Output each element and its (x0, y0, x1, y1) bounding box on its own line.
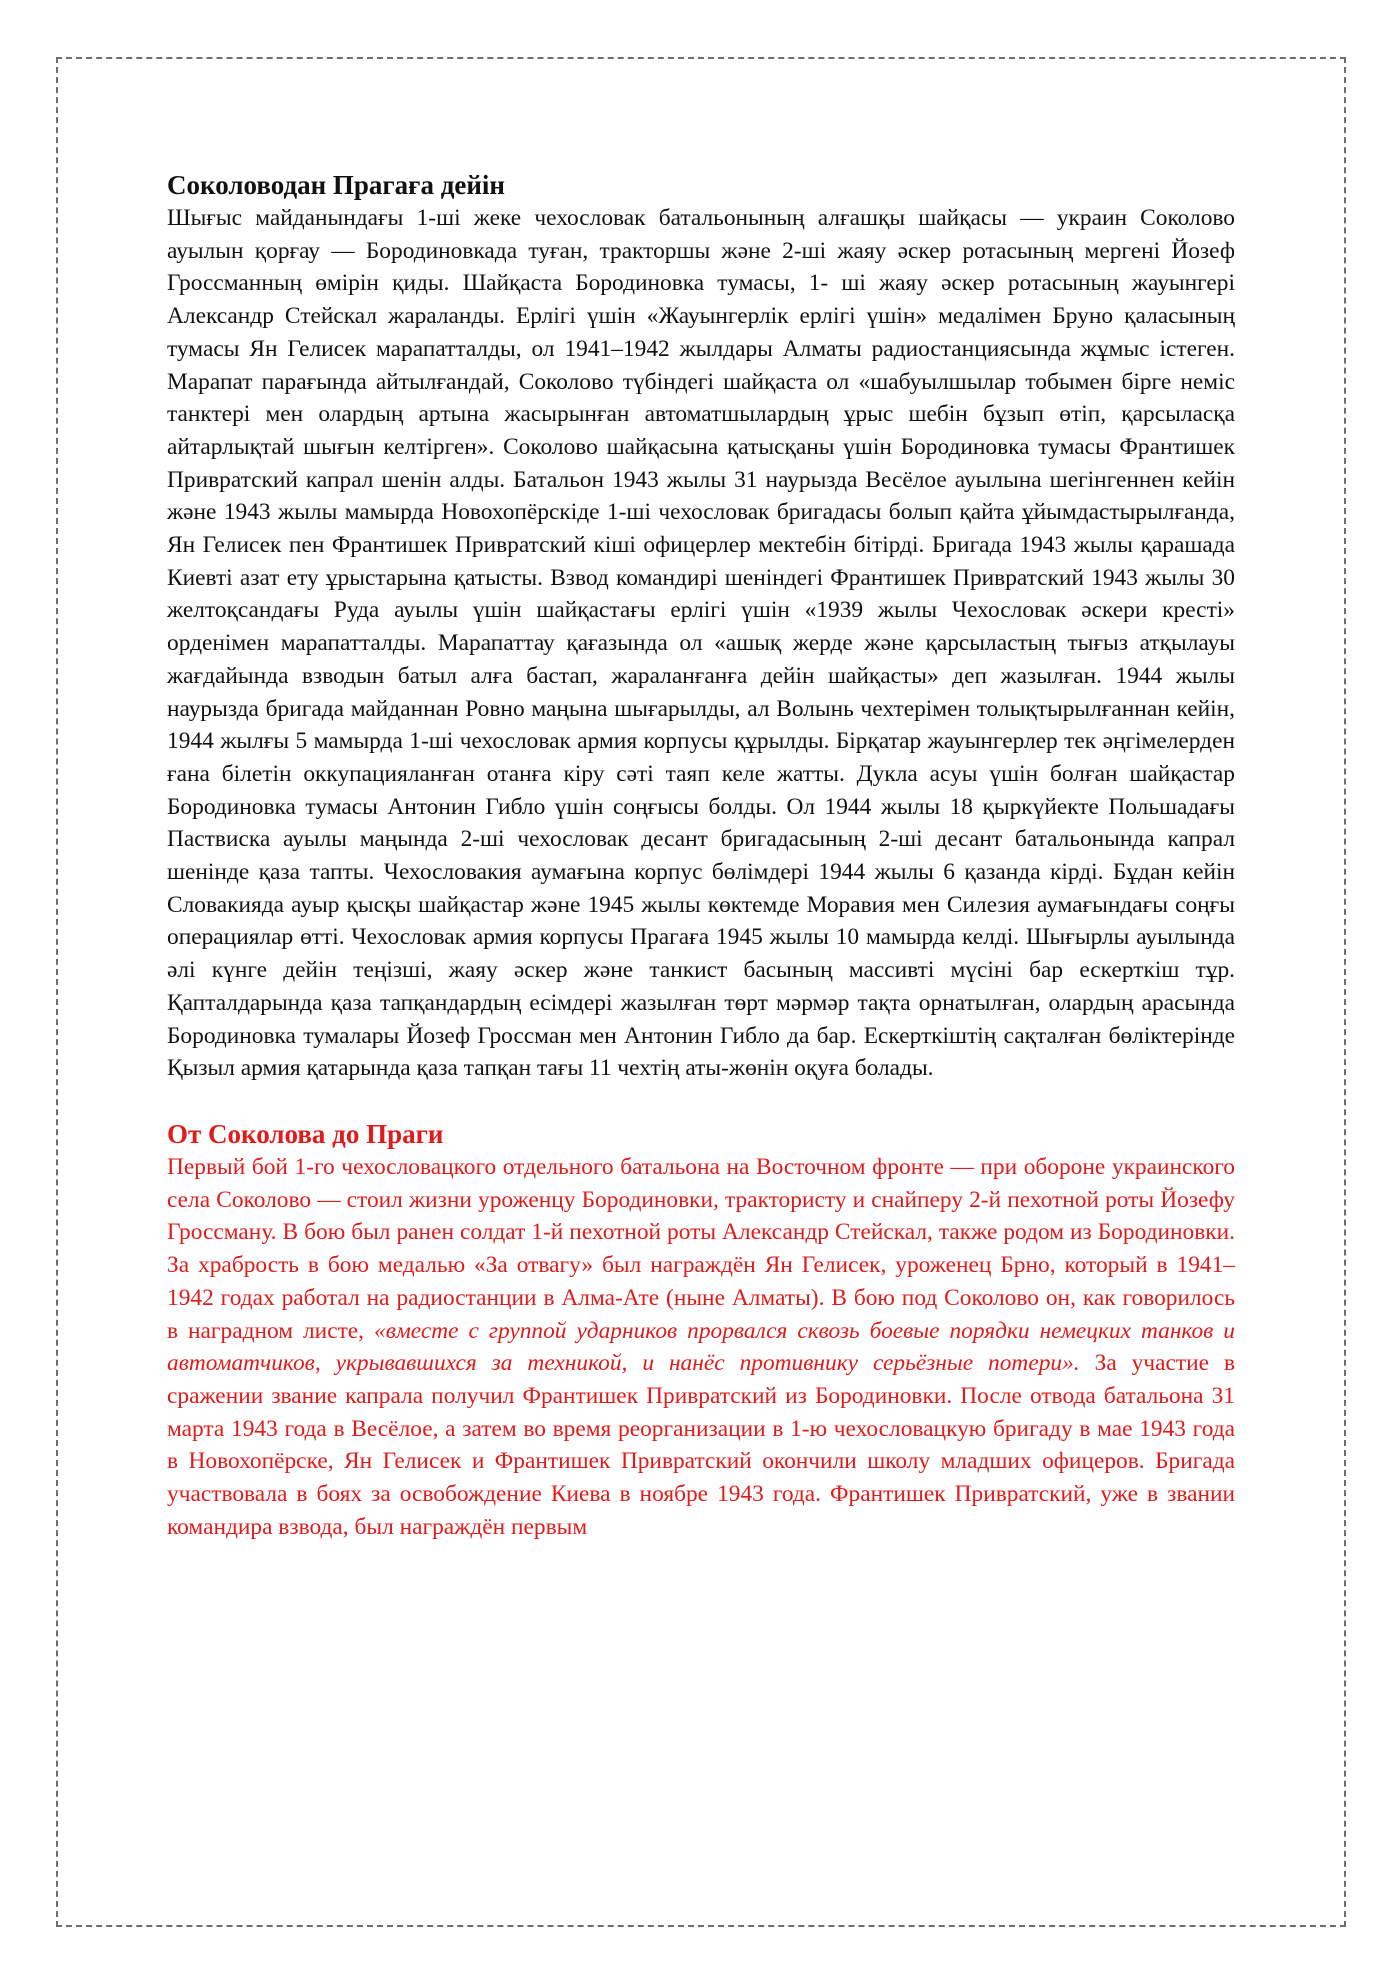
russian-section-body (167, 1151, 1235, 1543)
russian-body-text-part-1: Первый бой 1-го чехословацкого отдельного батальона на Восточном фронте — при обороне украинского села Соколово — стоил жизни уроженцу Бородиновки, трактористу и снайперу 2-й пехотной роты Йозефу Гроссману. В бою был ранен солдат 1-й пехотной роты Александр Стейскал, также родом из Бородиновки. За храбрость в бою медалью «За отвагу» был награждён Ян Гелисек, уроженец Брно, который в 1941–1942 годах работал на радиостанции в Алма-Ате (ныне Алматы). В бою под Соколово он, как говорилось в наградном листе, (167, 1153, 1235, 1344)
russian-body-text-part-2: За участие в сражении звание капрала получил Франтишек Привратский из Бородиновки. После отвода батальона 31 марта 1943 года в Весёлое, а затем во время реорганизации в 1-ю чехословацкую бригаду в мае 1943 года в Новохопёрске, Ян Гелисек и Франтишек Привратский окончили школу младших офицеров. Бригада участвовала в боях за освобождение Киева в ноябре 1943 года. Франтишек Привратский, уже в звании командира взвода, был награждён первым (167, 1350, 1235, 1540)
award-sheet-quote: «вместе с группой ударников прорвался сквозь боевые порядки немецких танков и автоматчиков, укрывавшихся за техникой, и нанёс противнику серьёзные потери». (167, 1317, 1235, 1377)
kazakh-section-title: Соколоводан Прагаға дейін (167, 170, 505, 200)
page-content (167, 168, 1235, 1543)
kazakh-section (167, 168, 1235, 1085)
russian-section (167, 1117, 1235, 1543)
russian-section-title: От Соколова до Праги (167, 1118, 444, 1149)
kazakh-section-body: Шығыс майданындағы 1-ші жеке чехословак батальонының алғашқы шайқасы — украин Соколово ауылын қорғау — Бородиновкада туған, тракторшы және 2-ші жаяу әскер ротасының мергені Йозеф Гроссманның өмірін қиды. Шайқаста Бородиновка тумасы, 1- ші жаяу әскер ротасының жауынгері Александр Стейскал жараланды. Ерлігі үшін «Жауынгерлік ерлігі үшін» медалімен Бруно қаласының тумасы Ян Гелисек марапатталды, ол 1941–1942 жылдары Алматы радиостанциясында жұмыс істеген. Марапат парағында айтылғандай, Соколово түбіндегі шайқаста ол «шабуылшылар тобымен бірге неміс танктері мен олардың артына жасырынған автоматшылардың ұрыс шебін бұзып өтіп, қарсыласқа айтарлықтай шығын келтірген». Соколово шайқасына қатысқаны үшін Бородиновка тумасы Франтишек Привратский капрал шенін алды. Батальон 1943 жылы 31 наурызда Весёлое ауылына шегінгеннен кейін және 1943 жылы мамырда Новохопёрскіде 1-ші чехословак бригадасы болып қайта ұйымдастырылғанда, Ян Гелисек пен Франтишек Привратский кіші офицерлер мектебін бітірді. Бригада 1943 жылы қарашада Киевті азат ету ұрыстарына қатысты. Взвод командирі шеніндегі Франтишек Привратский 1943 жылы 30 желтоқсандағы Руда ауылы үшін шайқастағы ерлігі үшін «1939 жылы Чехословак әскери кресті» орденімен марапатталды. Марапаттау қағазында ол «ашық жерде және қарсыластың тығыз атқылауы жағдайында взводын батыл алға бастап, жараланғанға дейін шайқасты» деп жазылған. 1944 жылы наурызда бригада майданнан Ровно маңына шығарылды, ал Волынь чехтерімен толықтырылғаннан кейін, 1944 жылғы 5 мамырда 1-ші чехословак армия корпусы құрылды. Бірқатар жауынгерлер тек әңгімелерден ғана білетін оккупацияланған отанға кіру сәті таяп келе жатты. Дукла асуы үшін болған шайқастар Бородиновка тумасы Антонин Гибло үшін соңғысы болды. Ол 1944 жылы 18 қыркүйекте Польшадағы Паствиска ауылы маңында 2-ші чехословак десант бригадасының 2-ші десант батальонында капрал шенінде қаза тапты. Чехословакия аумағына корпус бөлімдері 1944 жылы 6 қазанда кірді. Бұдан кейін Словакияда ауыр қысқы шайқастар және 1945 жылы көктемде Моравия мен Силезия аумағындағы соңғы операциялар өтті. Чехословак армия корпусы Прагаға 1945 жылы 10 мамырда келді. Шығырлы ауылында әлі күнге дейін теңізші, жаяу әскер және танкист басының массивті мүсіні бар ескерткіш тұр. Қапталдарында қаза тапқандардың есімдері жазылған төрт мәрмәр тақта орнатылған, олардың арасында Бородиновка тумалары Йозеф Гроссман мен Антонин Гибло да бар. Ескерткіштің сақталған бөліктерінде Қызыл армия қатарында қаза тапқан тағы 11 чехтің аты-жөнін оқуға болады. (167, 205, 1235, 1082)
